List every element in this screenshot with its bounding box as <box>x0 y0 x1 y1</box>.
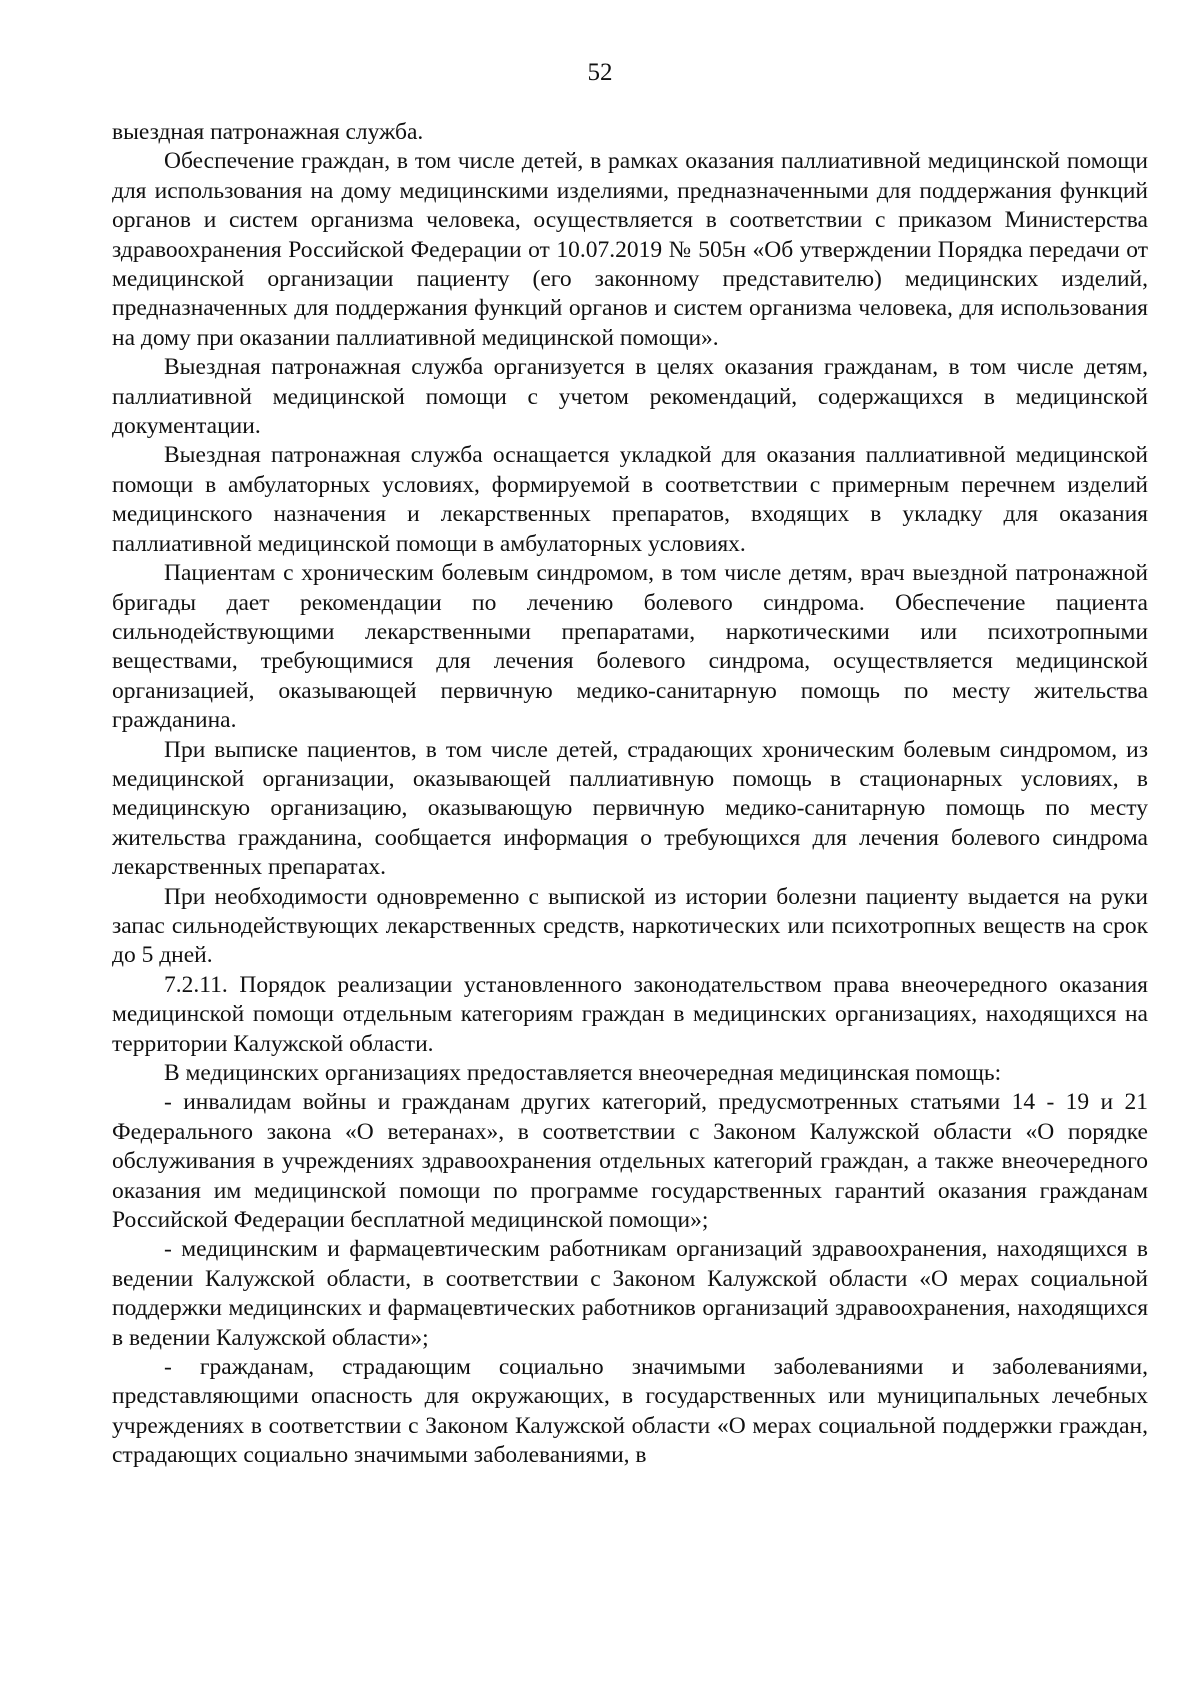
document-body <box>112 118 1148 1471</box>
paragraph-discharge: При выписке пациентов, в том числе детей, страдающих хроническим болевым синдромом, из медицинской организации, оказывающей паллиативную помощь в стационарных условиях, в медицинскую организацию, оказывающую первичную медико-санитарную помощь по месту жительства гражданина, сообщается информация о требующихся для лечения болевого синдрома лекарственных препаратах. <box>112 736 1148 881</box>
paragraph-pain-syndrome: Пациентам с хроническим болевым синдромом, в том числе детям, врач выездной патронажной бригады дает рекомендации по лечению болевого синдрома. Обеспечение пациента сильнодействующими лекарственными препаратами, наркотическими или психотропными веществами, требующимися для лечения болевого синдрома, осуществляется медицинской организацией, оказывающей первичную медико-санитарную помощь по месту жительства гражданина. <box>112 560 1148 734</box>
paragraph-priority-care-intro: В медицинских организациях предоставляется внеочередная медицинская помощь: <box>164 1060 1002 1086</box>
list-item-medical-workers: - медицинским и фармацевтическим работникам организаций здравоохранения, находящихся в ведении Калужской области, в соответствии с Законом Калужской области «О мерах социальной поддержки медицинских и фармацевтических работников организаций здравоохранения, находящихся в ведении Калужской области»; <box>112 1236 1148 1351</box>
list-item-war-veterans: - инвалидам войны и гражданам других категорий, предусмотренных статьями 14 - 19 и 21 Федерального закона «О ветеранах», в соответствии с Законом Калужской области «О порядке обслуживания в учреждениях здравоохранения отдельных категорий граждан, а также внеочередного оказания им медицинской помощи по программе государственных гарантий оказания гражданам Российской Федерации бесплатной медицинской помощи»; <box>112 1089 1148 1234</box>
paragraph-section-7-2-11: 7.2.11. Порядок реализации установленного законодательством права внеочередного оказания медицинской помощи отдельным категориям граждан в медицинских организациях, находящихся на территории Калужской области. <box>112 971 1148 1057</box>
paragraph-medication-supply: При необходимости одновременно с выпиской из истории болезни пациенту выдается на руки запас сильнодействующих лекарственных средств, наркотических или психотропных веществ на срок до 5 дней. <box>112 883 1148 969</box>
paragraph-care-kit: Выездная патронажная служба оснащается укладкой для оказания паллиативной медицинской помощи в амбулаторных условиях, формируемой в соответствии с примерным перечнем изделий медицинского назначения и лекарственных препаратов, входящих в укладку для оказания паллиативной медицинской помощи в амбулаторных условиях. <box>112 442 1148 557</box>
paragraph-continuation: выездная патронажная служба. <box>112 119 424 145</box>
page-number: 52 <box>587 59 613 86</box>
list-item-socially-significant-diseases: - гражданам, страдающим социально значимыми заболеваниями и заболеваниями, представляющими опасность для окружающих, в государственных или муниципальных лечебных учреждениях в соответствии с Законом Калужской области «О мерах социальной поддержки граждан, страдающих социально значимыми заболеваниями, в <box>112 1354 1148 1469</box>
paragraph-home-care-service: Выездная патронажная служба организуется в целях оказания гражданам, в том числе детям, паллиативной медицинской помощи с учетом рекомендаций, содержащихся в медицинской документации. <box>112 354 1148 440</box>
paragraph-medical-devices: Обеспечение граждан, в том числе детей, в рамках оказания паллиативной медицинской помощи для использования на дому медицинскими изделиями, предназначенными для поддержания функций органов и систем организма человека, осуществляется в соответствии с приказом Министерства здравоохранения Российской Федерации от 10.07.2019 № 505н «Об утверждении Порядка передачи от медицинской организации пациенту (его законному представителю) медицинских изделий, предназначенных для поддержания функций органов и систем организма человека, для использования на дому при оказании паллиативной медицинской помощи». <box>112 148 1148 351</box>
